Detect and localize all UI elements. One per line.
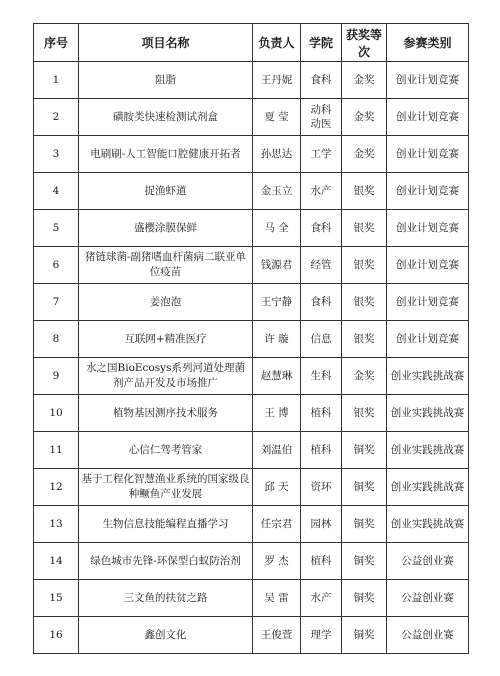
cell-index: 16 xyxy=(34,617,79,654)
table-row xyxy=(34,580,469,617)
cell-school: 经管 xyxy=(301,247,342,284)
cell-award-level: 银奖 xyxy=(342,173,387,210)
cell-leader: 罗 杰 xyxy=(253,543,301,580)
cell-project-name: 基于工程化智慧渔业系统的国家级良种鳜鱼产业发展 xyxy=(79,469,253,506)
cell-leader: 王 博 xyxy=(253,395,301,432)
cell-leader: 王俊萱 xyxy=(253,617,301,654)
cell-school: 食科 xyxy=(301,210,342,247)
cell-project-name: 磺胺类快速检测试剂盒 xyxy=(79,99,253,136)
cell-category: 创业计划竞赛 xyxy=(387,247,469,284)
header-category: 参赛类别 xyxy=(387,24,469,62)
cell-index: 9 xyxy=(34,358,79,395)
cell-project-name: 阻脂 xyxy=(79,62,253,99)
cell-award-level: 金奖 xyxy=(342,358,387,395)
table-row xyxy=(34,358,469,395)
cell-index: 3 xyxy=(34,136,79,173)
cell-project-name: 盛樱涂膜保鲜 xyxy=(79,210,253,247)
cell-category: 创业计划竞赛 xyxy=(387,284,469,321)
cell-school: 工学 xyxy=(301,136,342,173)
cell-school: 水产 xyxy=(301,580,342,617)
cell-school: 理学 xyxy=(301,617,342,654)
cell-index: 15 xyxy=(34,580,79,617)
cell-school: 资环 xyxy=(301,469,342,506)
cell-award-level: 银奖 xyxy=(342,247,387,284)
cell-index: 14 xyxy=(34,543,79,580)
cell-project-name: 捉渔虾道 xyxy=(79,173,253,210)
cell-leader: 王丹妮 xyxy=(253,62,301,99)
cell-project-name: 心信仁驾考管家 xyxy=(79,432,253,469)
cell-index: 7 xyxy=(34,284,79,321)
cell-award-level: 金奖 xyxy=(342,136,387,173)
table-row xyxy=(34,432,469,469)
table-row xyxy=(34,395,469,432)
cell-award-level: 铜奖 xyxy=(342,617,387,654)
table-row xyxy=(34,321,469,358)
header-row xyxy=(34,24,469,62)
cell-index: 8 xyxy=(34,321,79,358)
table-row xyxy=(34,62,469,99)
cell-category: 创业计划竞赛 xyxy=(387,210,469,247)
cell-category: 创业实践挑战赛 xyxy=(387,395,469,432)
table-row xyxy=(34,543,469,580)
cell-leader: 邱 天 xyxy=(253,469,301,506)
table-row xyxy=(34,210,469,247)
cell-leader: 钱源君 xyxy=(253,247,301,284)
cell-index: 11 xyxy=(34,432,79,469)
cell-school: 信息 xyxy=(301,321,342,358)
cell-category: 公益创业赛 xyxy=(387,543,469,580)
cell-project-name: 互联网+精准医疗 xyxy=(79,321,253,358)
cell-project-name: 生物信息技能编程直播学习 xyxy=(79,506,253,543)
cell-award-level: 铜奖 xyxy=(342,580,387,617)
cell-project-name: 水之国BioEcosys系列河道处理菌剂产品开发及市场推广 xyxy=(79,358,253,395)
cell-award-level: 银奖 xyxy=(342,284,387,321)
cell-school: 食科 xyxy=(301,62,342,99)
cell-leader: 赵慧琳 xyxy=(253,358,301,395)
cell-leader: 王宁静 xyxy=(253,284,301,321)
cell-school: 生科 xyxy=(301,358,342,395)
header-award-level: 获奖等次 xyxy=(342,24,387,62)
cell-category: 创业计划竞赛 xyxy=(387,136,469,173)
cell-leader: 夏 莹 xyxy=(253,99,301,136)
cell-project-name: 姜泡泡 xyxy=(79,284,253,321)
cell-award-level: 铜奖 xyxy=(342,432,387,469)
cell-category: 创业实践挑战赛 xyxy=(387,506,469,543)
cell-index: 12 xyxy=(34,469,79,506)
cell-leader: 孙思达 xyxy=(253,136,301,173)
table-body xyxy=(34,62,469,654)
header-index: 序号 xyxy=(34,24,79,62)
cell-index: 5 xyxy=(34,210,79,247)
cell-leader: 马 全 xyxy=(253,210,301,247)
cell-category: 创业实践挑战赛 xyxy=(387,432,469,469)
table-row xyxy=(34,99,469,136)
awards-table-container xyxy=(33,23,468,654)
cell-award-level: 金奖 xyxy=(342,62,387,99)
cell-school: 植科 xyxy=(301,543,342,580)
table-row xyxy=(34,173,469,210)
cell-category: 创业计划竞赛 xyxy=(387,62,469,99)
cell-index: 13 xyxy=(34,506,79,543)
cell-award-level: 铜奖 xyxy=(342,543,387,580)
cell-project-name: 电刷刷-人工智能口腔健康开拓者 xyxy=(79,136,253,173)
cell-leader: 刘温伯 xyxy=(253,432,301,469)
cell-index: 4 xyxy=(34,173,79,210)
cell-project-name: 鑫创文化 xyxy=(79,617,253,654)
cell-category: 创业实践挑战赛 xyxy=(387,358,469,395)
table-row xyxy=(34,617,469,654)
cell-leader: 许 璇 xyxy=(253,321,301,358)
cell-category: 创业实践挑战赛 xyxy=(387,469,469,506)
table-row xyxy=(34,506,469,543)
table-row xyxy=(34,247,469,284)
cell-leader: 吴 雷 xyxy=(253,580,301,617)
cell-award-level: 铜奖 xyxy=(342,506,387,543)
cell-project-name: 三文鱼的扶贫之路 xyxy=(79,580,253,617)
awards-table xyxy=(33,23,469,654)
table-row xyxy=(34,284,469,321)
cell-school: 动科 动医 xyxy=(301,99,342,136)
cell-award-level: 铜奖 xyxy=(342,469,387,506)
cell-award-level: 银奖 xyxy=(342,395,387,432)
header-project-name: 项目名称 xyxy=(79,24,253,62)
cell-category: 公益创业赛 xyxy=(387,580,469,617)
header-school: 学院 xyxy=(301,24,342,62)
cell-project-name: 植物基因测序技术服务 xyxy=(79,395,253,432)
cell-leader: 任宗君 xyxy=(253,506,301,543)
cell-leader: 金玉立 xyxy=(253,173,301,210)
cell-award-level: 银奖 xyxy=(342,321,387,358)
cell-index: 1 xyxy=(34,62,79,99)
cell-index: 10 xyxy=(34,395,79,432)
cell-category: 创业计划竞赛 xyxy=(387,173,469,210)
cell-school: 园林 xyxy=(301,506,342,543)
cell-award-level: 金奖 xyxy=(342,99,387,136)
header-leader: 负责人 xyxy=(253,24,301,62)
table-row xyxy=(34,469,469,506)
cell-project-name: 绿色城市先锋-环保型白蚁防治剂 xyxy=(79,543,253,580)
table-row xyxy=(34,136,469,173)
cell-project-name: 猪链球菌-副猪嗜血杆菌病二联亚单位疫苗 xyxy=(79,247,253,284)
cell-school: 植科 xyxy=(301,395,342,432)
cell-index: 2 xyxy=(34,99,79,136)
cell-school: 食科 xyxy=(301,284,342,321)
cell-category: 创业计划竞赛 xyxy=(387,321,469,358)
cell-index: 6 xyxy=(34,247,79,284)
cell-school: 植科 xyxy=(301,432,342,469)
cell-school: 水产 xyxy=(301,173,342,210)
cell-award-level: 银奖 xyxy=(342,210,387,247)
cell-category: 公益创业赛 xyxy=(387,617,469,654)
cell-category: 创业计划竞赛 xyxy=(387,99,469,136)
